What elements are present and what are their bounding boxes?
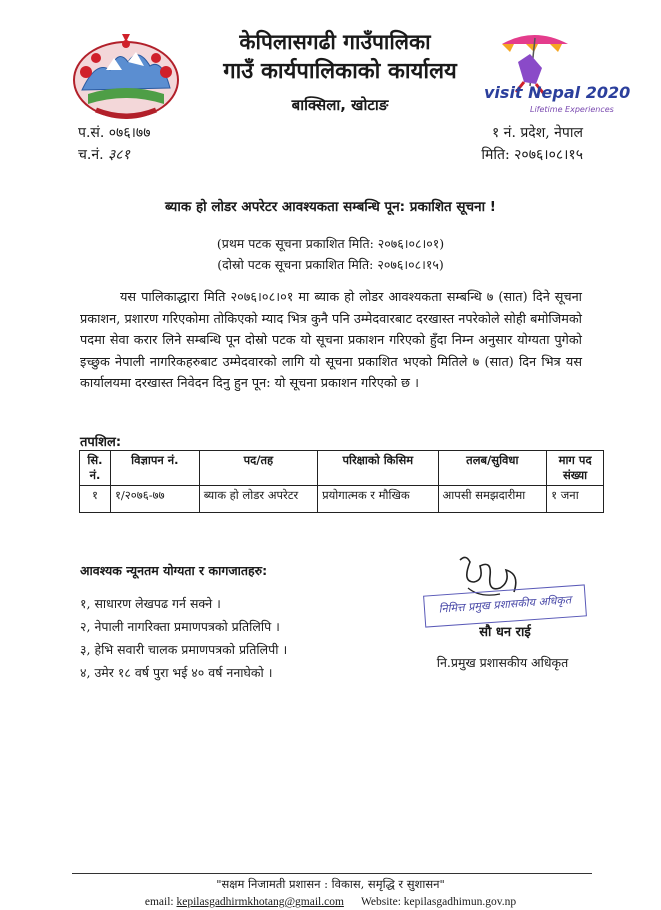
details-title: तपशिल: xyxy=(80,435,122,450)
cn-label: च.नं. xyxy=(78,147,104,163)
cn-value: ३८१ xyxy=(108,147,130,163)
cell-serial: १ xyxy=(80,486,111,513)
footer-contact xyxy=(0,896,661,908)
cell-exam-type: प्रयोगात्मक र मौखिक xyxy=(318,486,438,513)
requirements-title: आवश्यक न्यूनतम योग्यता र कागजातहरु: xyxy=(80,563,268,578)
footer-motto: "सक्षम निजामती प्रशासन : विकास, समृद्धि र सुशासन" xyxy=(216,877,445,891)
signer-title: नि.प्रमुख प्रशासकीय अधिकृत xyxy=(436,655,569,670)
email-link[interactable]: kepilasgadhirmkhotang@gmail.com xyxy=(176,896,344,908)
cell-demand: १ जना xyxy=(547,486,604,513)
notice-body: यस पालिकाद्धारा मिति २०७६।०८।०१ मा ब्याक हो लोडर आवश्यकता सम्बन्धि ७ (सात) दिने सूचना प्रकाशन, प्रशारण गरिएकोमा तोकिएको म्याद भित्र कुनै पनि उम्मेदवारबाट दरखास्त नपरेकोले सोही बमोजिमको पदमा सेवा करार लिने सम्बन्धि पून दोस्रो पटक यो सूचना प्रकाशन गरिएको हुँदा निम्न अनुसार योग्यता पुगेको इच्छुक नेपाली नागरिकहरुबाट उम्मेदवारको लागि यो सूचना प्रकाशित भएको मितिले ७ (सात) दिन भित्र यस कार्यालयमा दरखास्त निवेदन दिनु हुन पून: यो सूचना प्रकाशन गरिएको छ । xyxy=(80,290,582,391)
office-name: केपिलासगढी गाउँपालिका xyxy=(239,30,431,54)
requirements-list xyxy=(80,592,287,684)
notice-subject: ब्याक हो लोडर अपरेटर आवश्यकता सम्बन्धि पून: प्रकाशित सूचना ! xyxy=(165,199,496,215)
first-publication-date: (प्रथम पटक सूचना प्रकाशित मिति: २०७६।०८।०१) xyxy=(216,236,445,251)
visit-nepal-logo xyxy=(478,28,631,120)
signer-name: सौ धन राई xyxy=(479,625,531,640)
col-advert-no: विज्ञापन नं. xyxy=(110,451,199,486)
reference-right xyxy=(481,122,583,166)
list-item: २, नेपाली नागरिक्ता प्रमाणपत्रको प्रतिलिपि । xyxy=(80,619,280,634)
office-address: बाक्सिला, खोटाङ xyxy=(291,96,389,114)
website-link[interactable]: kepilasgadhimun.gov.np xyxy=(403,896,517,908)
reference-left xyxy=(78,122,151,166)
col-post: पद/तह xyxy=(199,451,317,486)
table-header-row xyxy=(80,451,604,486)
visit-nepal-text: visit Nepal 2020 xyxy=(484,83,631,102)
date-label: मिति: xyxy=(481,147,510,163)
col-serial: सि. नं. xyxy=(80,451,111,486)
date-value: २०७६।०८।१५ xyxy=(514,147,583,163)
footer-divider xyxy=(72,873,592,874)
official-stamp: निमित्त प्रमुख प्रशासकीय अधिकृत xyxy=(423,584,587,627)
cell-advert-no: १/२०७६-७७ xyxy=(110,486,199,513)
list-item: ३, हेभि सवारी चालक प्रमाणपत्रको प्रतिलिपी । xyxy=(80,642,288,657)
website-label: Website: xyxy=(360,896,401,908)
ps-label: प.सं. xyxy=(78,125,105,141)
office-subtitle: गाउँ कार्यपालिकाको कार्यालय xyxy=(223,59,457,84)
list-item: ४, उमेर १८ वर्ष पुरा भई ४० वर्ष ननाघेको । xyxy=(80,665,273,680)
vacancy-table xyxy=(79,450,604,513)
list-item: १, साधारण लेखपढ गर्न सक्ने । xyxy=(80,596,221,611)
visit-nepal-subtext: Lifetime Experiences xyxy=(530,105,614,114)
col-exam-type: परिक्षाको किसिम xyxy=(318,451,438,486)
second-publication-date: (दोस्रो पटक सूचना प्रकाशित मिति: २०७६।०८।१५) xyxy=(217,257,444,272)
col-demand: माग पद संख्या xyxy=(547,451,604,486)
nepal-emblem-icon xyxy=(66,30,186,120)
province: १ नं. प्रदेश, नेपाल xyxy=(491,125,583,141)
ps-value: ०७६।७७ xyxy=(108,125,151,141)
cell-post: ब्याक हो लोडर अपरेटर xyxy=(199,486,317,513)
email-label: email: xyxy=(144,896,174,908)
cell-salary: आपसी समझदारीमा xyxy=(438,486,547,513)
table-row xyxy=(80,486,604,513)
col-salary: तलब/सुविधा xyxy=(438,451,547,486)
